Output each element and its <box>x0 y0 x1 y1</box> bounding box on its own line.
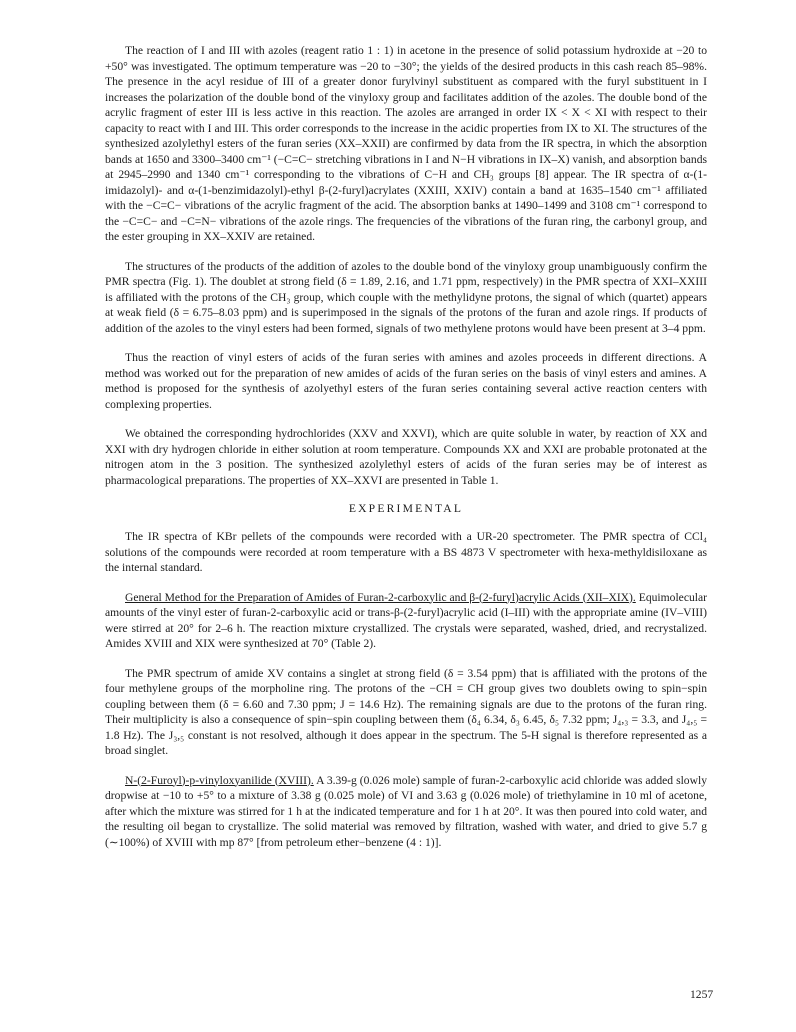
general-method-title: General Method for the Preparation of Amides of Furan-2-carboxylic and β-(2-furyl)acrylic Acids (XII–XIX). <box>125 590 636 604</box>
xviii-body: A 3.39-g (0.026 mole) sample of furan-2-carboxylic acid chloride was added slowly dropwise at −10 to +5° to a mixture of 3.38 g (0.025 mole) of VI and 3.63 g (0.026 mole) of triethylamine in 10 ml of acetone, after which the mixture was stirred for 1 h at the indicated temperature and for 1 h at 20°. It was then poured into cold water, and the resulting oil began to crystallize. The solid material was removed by filtration, washed with water, and dried to give 5.7 g (∼100%) of XVIII with mp 87° [from petroleum ether−benzene (4 : 1)]. <box>105 773 707 849</box>
paragraph-azole-reaction: The reaction of I and III with azoles (reagent ratio 1 : 1) in acetone in the presence of solid potassium hydroxide at −20 to +50° was investigated. The optimum temperature was −20 to −30°; the yields of the desired products in this cash reach 85–98%. The presence in the acyl residue of III of a greater donor furylvinyl substituent as compared with the furyl substituent in I increases the polarization of the double bond of the vinyloxy group and facilitates addition of the azoles. The double bond of the acrylic fragment of ester III is less active in this reaction. The azoles are arranged in order IX < X < XI with respect to their capacity to react with I and III. This order corresponds to the increase in the acidic properties from IX to XI. The structures of the synthesized azolylethyl esters of the furan series (XX–XXII) are confirmed by data from the IR spectra, in which the absorption bands at 1650 and 3300–3400 cm⁻¹ (−C=C− stretching vibrations in I and N−H vibrations in IX–X) vanish, and absorption bands at 2945–2990 and 1340 cm⁻¹ corresponding to the vibrations of C−H and CH₃ groups [8] appear. The IR spectra of α-(1-imidazolyl)- and α-(1-benzimidazolyl)-ethyl β-(2-furyl)acrylates (XXIII, XXIV) contain a band at 1635–1540 cm⁻¹ affiliated with the −C=C− vibrations of the acrylic fragment of the acid. The absorption banks at 1490–1499 and 3108 cm⁻¹ correspond to the −C=C− and −C=N− vibrations of the azole rings. The frequencies of the vibrations of the furan ring, the carbonyl group, and the ester grouping in XX–XXIV are retained. <box>105 44 707 243</box>
general-method-body: Equimolecular amounts of the vinyl ester of furan-2-carboxylic acid or trans-β-(2-furyl)acrylic acid (I–III) with the appropriate amine (IV–VIII) were stirred at 20° for 2–6 h. The reaction mixture crystallized. The crystals were separated, washed, dried, and recrystalized. Amides XVIII and XIX were synthesized at 70° (Table 2). <box>105 590 707 650</box>
page-number: 1257 <box>690 988 714 1001</box>
paragraph-hydrochlorides: We obtained the corresponding hydrochlorides (XXV and XXVI), which are quite soluble in water, by reaction of XX and XXI with dry hydrogen chloride in either solution at room temperature. Compounds XX and XXI are probable protonated at the nitrogen atom in the 3 position. The synthesized azolylethyl esters of acids of the furan series may be of interest as pharmacological preparations. The properties of XX–XXVI are presented in Table 1. <box>105 427 707 487</box>
paragraph-general-method <box>105 590 707 652</box>
section-heading-experimental: EXPERIMENTAL <box>348 502 464 515</box>
paragraph-xviii-synthesis <box>105 773 707 851</box>
paragraph-instruments: The IR spectra of KBr pellets of the compounds were recorded with a UR-20 spectrometer. The PMR spectra of CCl₄ solutions of the compounds were recorded at room temperature with a BS 4873 V spectrometer with hexa-methyldisiloxane as the internal standard. <box>105 530 707 574</box>
paragraph-pmr-amide: The PMR spectrum of amide XV contains a singlet at strong field (δ = 3.54 ppm) that is affiliated with the protons of the four methylene groups of the morpholine ring. The protons of the −CH = CH group gives two doublets owing to spin−spin coupling between them (δ = 6.60 and 7.30 ppm; J = 14.6 Hz). The remaining signals are due to the protons of the furan ring. Their multiplicity is also a consequence of spin−spin coupling between them (δ₄ 6.34, δ₃ 6.45, δ₅ 7.32 ppm; J₄,₃ = 3.3, and J₄,₅ = 1.8 Hz). The J₃,₅ constant is not resolved, although it does appear in the spectrum. The 5-H signal is therefore represented as a broad singlet. <box>105 666 707 757</box>
paragraph-pmr-structures: The structures of the products of the addition of azoles to the double bond of the vinyloxy group unambiguously confirm the PMR spectra (Fig. 1). The doublet at strong field (δ = 1.89, 2.16, and 1.71 ppm, respectively) in the PMR spectra of XXI–XXIII is affiliated with the protons of the CH₃ group, which couple with the methylidyne protons, the signal of which (quartet) appears at weak field (δ = 6.75–8.03 ppm) and is superimposed in the signals of the protons of the furan and azole rings. If products of addition of the azoles to the vinyl esters had been formed, signals of two methylene protons would have been present at 3–4 ppm. <box>105 259 707 335</box>
text-column <box>105 43 707 864</box>
xviii-title: N-(2-Furoyl)-p-vinyloxyanilide (XVIII). <box>125 773 314 787</box>
paragraph-conclusion: Thus the reaction of vinyl esters of acids of the furan series with amines and azoles proceeds in different directions. A method was worked out for the preparation of new amides of acids of the furan series on the basis of vinyl esters and amines. A method is proposed for the synthesis of azolyethyl esters of the furan series containing several active reaction centers with complexing properties. <box>105 351 707 411</box>
